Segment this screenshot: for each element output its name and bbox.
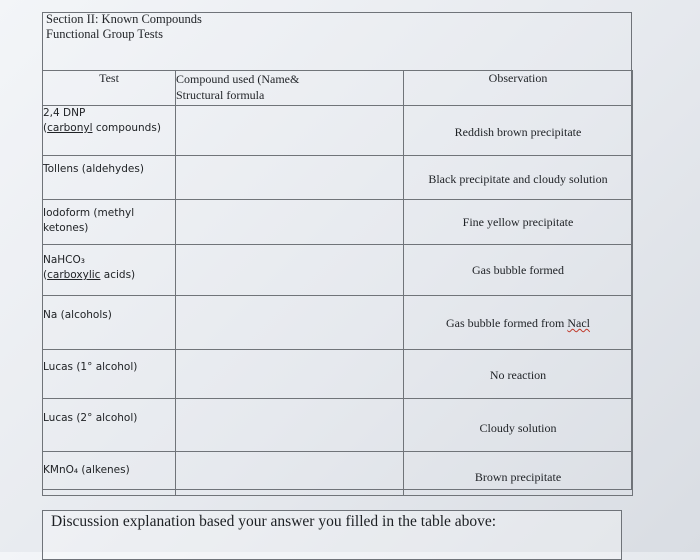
compound-input-cell[interactable] bbox=[176, 156, 404, 200]
functional-group-table bbox=[42, 70, 633, 496]
table-row bbox=[43, 350, 633, 399]
observation-text: Black precipitate and cloudy solution bbox=[428, 172, 608, 186]
test-cell bbox=[43, 156, 176, 200]
observation-text: Gas bubble formed bbox=[472, 263, 564, 277]
section-subtitle: Functional Group Tests bbox=[46, 27, 163, 41]
test-cell bbox=[43, 452, 176, 496]
discussion-answer-box[interactable] bbox=[42, 510, 622, 560]
test-name: Iodoform (methyl bbox=[43, 207, 135, 219]
table-row bbox=[43, 296, 633, 350]
column-header-test: Test bbox=[43, 71, 176, 106]
observation-cell bbox=[404, 156, 633, 200]
compound-input-cell[interactable] bbox=[176, 350, 404, 399]
observation-text: Cloudy solution bbox=[479, 421, 557, 435]
test-target: (carboxylic acids) bbox=[43, 269, 136, 281]
compound-input-cell[interactable] bbox=[176, 452, 404, 496]
test-cell bbox=[43, 399, 176, 452]
compound-input-cell[interactable] bbox=[176, 296, 404, 350]
table-row bbox=[43, 156, 633, 200]
test-target: ketones) bbox=[43, 222, 89, 234]
observation-cell bbox=[404, 452, 633, 496]
test-cell bbox=[43, 106, 176, 156]
compound-input-cell[interactable] bbox=[176, 106, 404, 156]
table-row bbox=[43, 200, 633, 245]
section-header bbox=[46, 12, 202, 42]
table-row bbox=[43, 245, 633, 296]
discussion-prompt: Discussion explanation based your answer you filled in the table above: bbox=[51, 513, 497, 530]
test-cell bbox=[43, 200, 176, 245]
observation-text: Brown precipitate bbox=[474, 470, 562, 484]
table-row bbox=[43, 106, 633, 156]
test-name: Lucas (1° alcohol) bbox=[43, 361, 138, 373]
section-title: Section II: Known Compounds bbox=[46, 12, 202, 26]
column-header-compound bbox=[176, 71, 404, 106]
table-header-row bbox=[43, 71, 633, 106]
table-row bbox=[43, 452, 633, 496]
test-name: Tollens (aldehydes) bbox=[43, 163, 144, 175]
column-header-compound-line1: Compound used (Name& bbox=[176, 72, 300, 86]
test-cell bbox=[43, 296, 176, 350]
test-name: Na (alcohols) bbox=[43, 309, 112, 321]
observation-text-misspelled: Nacl bbox=[567, 316, 590, 330]
test-cell bbox=[43, 350, 176, 399]
test-name: Lucas (2° alcohol) bbox=[43, 412, 138, 424]
observation-cell bbox=[404, 350, 633, 399]
compound-input-cell[interactable] bbox=[176, 200, 404, 245]
test-target-underlined: carbonyl bbox=[47, 122, 93, 134]
test-name: KMnO₄ (alkenes) bbox=[43, 464, 130, 476]
observation-text: Fine yellow precipitate bbox=[462, 215, 574, 229]
observation-text: Reddish brown precipitate bbox=[454, 125, 582, 139]
compound-input-cell[interactable] bbox=[176, 245, 404, 296]
column-header-observation: Observation bbox=[404, 71, 633, 106]
test-target: (carbonyl compounds) bbox=[43, 122, 161, 134]
observation-cell bbox=[404, 296, 633, 350]
test-target-underlined: carboxylic bbox=[47, 269, 101, 281]
test-name: 2,4 DNP bbox=[43, 107, 86, 119]
column-header-compound-line2: Structural formula bbox=[176, 88, 265, 102]
observation-cell bbox=[404, 245, 633, 296]
observation-text: Gas bubble formed from bbox=[446, 316, 568, 330]
test-name: NaHCO₃ bbox=[43, 254, 85, 266]
test-cell bbox=[43, 245, 176, 296]
compound-input-cell[interactable] bbox=[176, 399, 404, 452]
observation-text: No reaction bbox=[489, 368, 547, 382]
observation-cell bbox=[404, 200, 633, 245]
table-row bbox=[43, 399, 633, 452]
observation-cell bbox=[404, 399, 633, 452]
observation-cell bbox=[404, 106, 633, 156]
